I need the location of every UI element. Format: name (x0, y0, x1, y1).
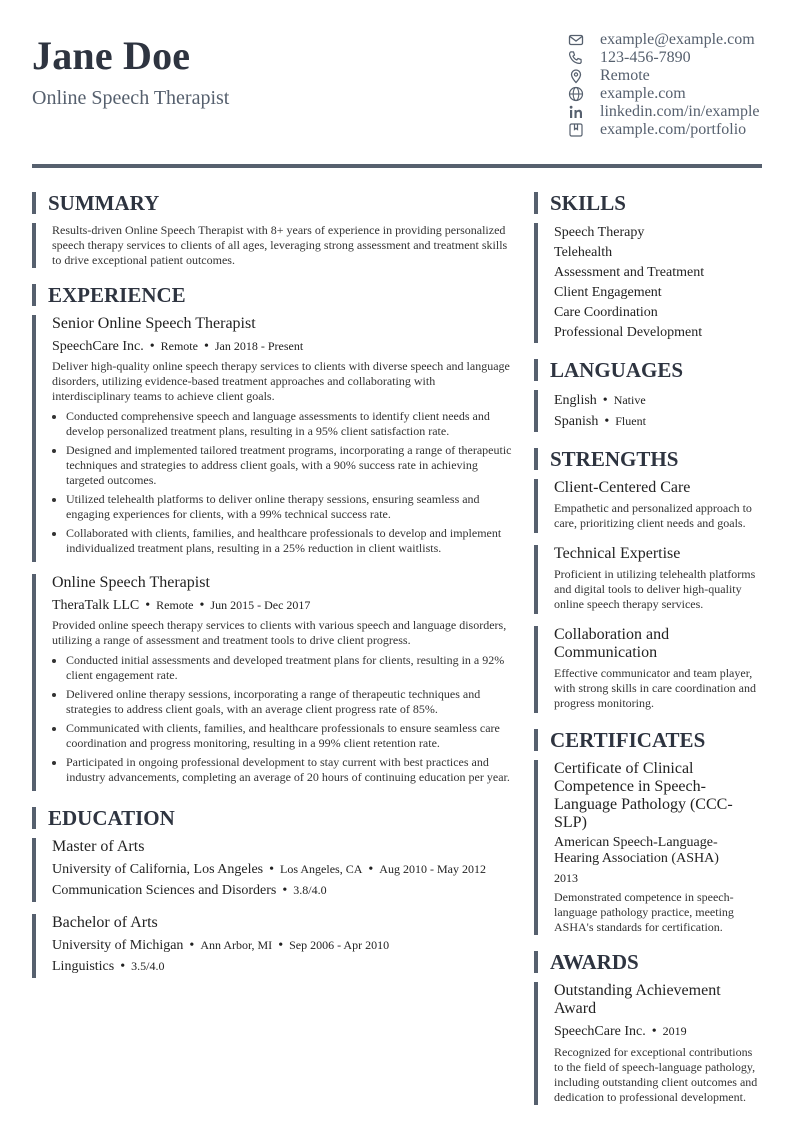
job-dates: Jan 2018 - Present (214, 339, 304, 353)
resume-header (32, 30, 762, 170)
education-entry (32, 838, 512, 902)
summary-heading: SUMMARY (32, 192, 512, 214)
candidate-role: Online Speech Therapist (32, 87, 230, 109)
school-location: Los Angeles, CA (280, 862, 363, 876)
education-dates: Aug 2010 - May 2012 (379, 862, 486, 876)
certificate-text: Demonstrated competence in speech-language pathology practice, meeting ASHA's standards for certification. (554, 890, 734, 934)
school: University of California, Los Angeles (52, 862, 264, 877)
job-meta: SpeechCare Inc. • Remote • Jan 2018 - Present (52, 339, 304, 354)
skill-item: Speech Therapy (554, 225, 645, 240)
contact-list (568, 31, 794, 139)
skill-item: Telehealth (554, 245, 613, 260)
job-bullet: • Communicated with clients, families, and healthcare professionals to ensure seamless care coordination and progress monitoring, resulting in a 99% client retention rate. (66, 721, 512, 751)
job-entry (32, 315, 512, 562)
contact-email-text[interactable]: example@example.com (600, 31, 755, 48)
education-entry (32, 914, 512, 978)
globe-icon (568, 86, 584, 102)
job-bullet: • Participated in ongoing professional development to stay current with best practices and industry advancements, completing an average of 20 hours of continuing education per year. (66, 755, 512, 785)
candidate-name: Jane Doe (32, 33, 191, 78)
language-name: Spanish (554, 414, 599, 429)
education-field-line: Linguistics • 3.5/4.0 (52, 959, 165, 974)
contact-phone-text[interactable]: 123-456-7890 (600, 49, 691, 66)
field-of-study: Linguistics (52, 959, 115, 974)
job-entry (32, 574, 512, 791)
contact-portfolio-text[interactable]: example.com/portfolio (600, 121, 747, 138)
contact-portfolio[interactable] (568, 121, 794, 139)
skill-item: Client Engagement (554, 285, 662, 300)
certificates-section (534, 729, 762, 935)
certificate-year: 2013 (554, 871, 578, 885)
gpa: 3.5/4.0 (131, 959, 165, 973)
job-description: Deliver high-quality online speech therapy services to clients with diverse speech and language disorders, utilizing evidence-based treatment approaches and collaborating with interdisciplinary teams to achieve client goals. (52, 359, 510, 403)
awards-heading: AWARDS (534, 951, 762, 973)
contact-linkedin[interactable] (568, 103, 794, 121)
education-dates: Sep 2006 - Apr 2010 (289, 938, 390, 952)
job-bullet: • Collaborated with clients, families, and healthcare professionals to develop and implement individualized treatment plans, resulting in a 25% reduction in client waitlists. (66, 526, 512, 556)
certificate-item (534, 760, 762, 935)
education-section (32, 807, 512, 978)
location-icon (568, 68, 584, 84)
award-issuer: SpeechCare Inc. (554, 1024, 646, 1039)
job-dates: Jun 2015 - Dec 2017 (210, 598, 311, 612)
education-meta: University of California, Los Angeles • Los Angeles, CA • Aug 2010 - May 2012 (52, 862, 486, 877)
contact-location (568, 67, 794, 85)
degree: Bachelor of Arts (52, 914, 158, 931)
summary-section (32, 192, 512, 268)
job-title: Online Speech Therapist (52, 574, 210, 591)
strength-item (534, 626, 762, 713)
job-location: Remote (160, 339, 198, 353)
awards-section (534, 951, 762, 1105)
job-bullet: • Delivered online therapy sessions, incorporating a range of therapeutic techniques and strategies to address client goals, with an average client progress rate of 85%. (66, 687, 512, 717)
header-divider (32, 164, 762, 168)
contact-location-text: Remote (600, 67, 650, 84)
strengths-section (534, 448, 762, 713)
right-column (534, 192, 762, 1121)
skill-item: Professional Development (554, 325, 703, 340)
certificate-title: Certificate of Clinical Competence in Speech-Language Pathology (CCC-SLP) (554, 760, 733, 831)
summary-text: Results-driven Online Speech Therapist with 8+ years of experience in providing personalized speech therapy services to clients of all ages, leveraging strong assessment and treatment skills to drive exceptional patient outcomes. (52, 223, 508, 267)
certificates-heading: CERTIFICATES (534, 729, 762, 751)
strength-text: Empathetic and personalized approach to care, prioritizing client needs and goals. (554, 501, 752, 530)
certificate-issuer: American Speech-Language-Hearing Association (ASHA) (554, 835, 719, 866)
languages-section (534, 359, 762, 432)
school: University of Michigan (52, 938, 184, 953)
school-location: Ann Arbor, MI (200, 938, 273, 952)
email-icon (568, 32, 584, 48)
portfolio-icon (568, 122, 584, 138)
strength-text: Effective communicator and team player, with strong skills in care coordination and progress monitoring. (554, 666, 756, 710)
job-bullet: • Conducted comprehensive speech and language assessments to identify client needs and develop personalized treatment plans, resulting in a 95% client satisfaction rate. (66, 409, 512, 439)
job-bullet: • Utilized telehealth platforms to deliver online therapy sessions, ensuring seamless and engaging experiences for clients, with a 99% technical success rate. (66, 492, 512, 522)
language-item: English • Native (554, 393, 646, 408)
skills-heading: SKILLS (534, 192, 762, 214)
language-level: Fluent (615, 414, 646, 428)
job-location: Remote (156, 598, 194, 612)
language-level: Native (613, 393, 646, 407)
contact-phone[interactable] (568, 49, 794, 67)
job-company: SpeechCare Inc. (52, 339, 144, 354)
award-year: 2019 (662, 1024, 687, 1038)
job-title: Senior Online Speech Therapist (52, 315, 256, 332)
job-bullets (52, 653, 512, 785)
languages-heading: LANGUAGES (534, 359, 762, 381)
phone-icon (568, 50, 584, 66)
strengths-heading: STRENGTHS (534, 448, 762, 470)
contact-website[interactable] (568, 85, 794, 103)
experience-section (32, 284, 512, 791)
job-bullets (52, 409, 512, 556)
education-field-line: Communication Sciences and Disorders • 3.8/4.0 (52, 883, 327, 898)
experience-heading: EXPERIENCE (32, 284, 512, 306)
strength-title: Technical Expertise (554, 545, 681, 562)
education-heading: EDUCATION (32, 807, 512, 829)
language-name: English (554, 393, 597, 408)
strength-title: Collaboration and Communication (554, 626, 670, 661)
language-item: Spanish • Fluent (554, 414, 646, 429)
award-item (534, 982, 762, 1105)
contact-website-text[interactable]: example.com (600, 85, 686, 102)
left-column (32, 192, 512, 994)
job-description: Provided online speech therapy services to clients with various speech and language disorders, utilizing a range of assessment and treatment tools to drive client progress. (52, 618, 507, 647)
award-title: Outstanding Achievement Award (554, 982, 721, 1017)
education-meta: University of Michigan • Ann Arbor, MI • Sep 2006 - Apr 2010 (52, 938, 390, 953)
award-text: Recognized for exceptional contributions to the field of speech-language pathology, including outstanding client outcomes and dedication to professional development. (554, 1045, 758, 1104)
strength-item (534, 479, 762, 533)
skill-item: Assessment and Treatment (554, 265, 705, 280)
skills-section (534, 192, 762, 343)
job-bullet: • Designed and implemented tailored treatment programs, incorporating a range of therapeutic techniques and strategies to address client goals, with a 90% success rate in achieving targeted outcomes. (66, 443, 512, 488)
skills-block (534, 223, 762, 343)
linkedin-icon (568, 104, 584, 120)
degree: Master of Arts (52, 838, 145, 855)
skill-item: Care Coordination (554, 305, 658, 320)
contact-email[interactable] (568, 31, 794, 49)
job-company: TheraTalk LLC (52, 598, 140, 613)
languages-block (534, 390, 762, 432)
job-bullet: • Conducted initial assessments and developed treatment plans for clients, resulting in a 92% client engagement rate. (66, 653, 512, 683)
award-meta: SpeechCare Inc. • 2019 (554, 1024, 687, 1039)
gpa: 3.8/4.0 (293, 883, 327, 897)
strength-title: Client-Centered Care (554, 479, 691, 496)
field-of-study: Communication Sciences and Disorders (52, 883, 277, 898)
contact-linkedin-text[interactable]: linkedin.com/in/example (600, 103, 760, 120)
summary-block (32, 223, 512, 268)
strength-item (534, 545, 762, 614)
job-meta: TheraTalk LLC • Remote • Jun 2015 - Dec 2017 (52, 598, 311, 613)
strength-text: Proficient in utilizing telehealth platforms and digital tools to deliver high-quality online speech therapy services. (554, 567, 756, 611)
